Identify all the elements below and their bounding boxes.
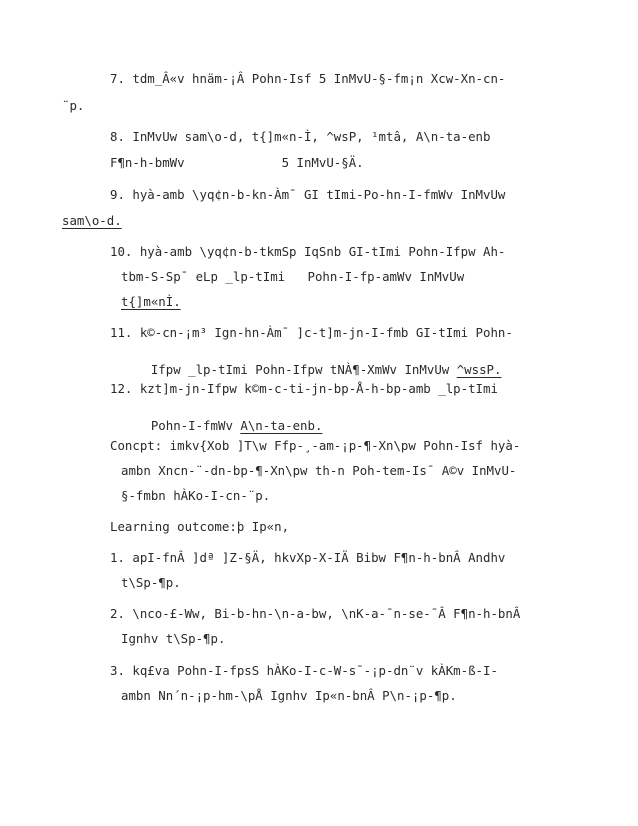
- text-line: 2. \nco-£-Ww, Bi-b-hn-\n-a-bw, \nK-a-¯n-se-¯Â F¶n-h-bnÂ: [110, 606, 521, 621]
- text-line: tbm-S-Sp¯ eLp _lp-tImi Pohn-I-fp-amWv InMvUw: [121, 269, 465, 284]
- text-line: ambn Xncn-¨-dn-bp-¶-Xn\pw th-n Poh-tem-Is¯ A©v InMvU-: [121, 463, 517, 478]
- text-line: 9. hyà-amb \yq¢n-b-kn-Àm¯ GI tImi-Po-hn-I-fmWv InMvUw: [110, 187, 506, 202]
- text-line: 12. kzt]m-jn-Ifpw k©m-c-ti-jn-bp-Å-h-bp-amb _lp-tImi: [110, 381, 498, 396]
- text-line: 11. k©-cn-¡m³ Ign-hn-Àm¯ ]c-t]m-jn-I-fmb GI-tImi Pohn-: [110, 325, 513, 340]
- text-line: 7. tdm_Â«v hnäm-¡Â Pohn-Isf 5 InMvU-§-fm¡n Xcw-Xn-cn-: [110, 71, 506, 86]
- text-line: Concpt: imkv{Xob ]T\w Ffp-¸-am-¡p-¶-Xn\pw Pohn-Isf hyà-: [110, 438, 521, 453]
- text-line: Ignhv t\Sp-¶p.: [121, 631, 226, 646]
- text-line: ambn Nn´n-¡p-hm-\pÅ Ignhv Ip«n-bnÂ P\n-¡p-¶p.: [121, 688, 457, 703]
- text-line: F¶n-h-bmWv 5 InMvU-§Ä.: [110, 155, 364, 170]
- text-segment: Ifpw _lp-tImi Pohn-Ifpw tNÀ¶-XmWv InMvUw: [150, 362, 457, 378]
- underlined-term: A\n-ta-enb.: [240, 418, 323, 434]
- text-line: t\Sp-¶p.: [121, 575, 181, 590]
- text-segment: Pohn-I-fmWv: [150, 418, 241, 434]
- text-line: §-fmbn hÀKo-I-cn-¨p.: [121, 488, 271, 503]
- text-line: 3. kq£va Pohn-I-fpsS hÀKo-I-c-W-s¯-¡p-dn¨v kÀKm-ß-I-: [110, 663, 498, 678]
- text-line: 10. hyà-amb \yq¢n-b-tkmSp IqSnb GI-tImi Pohn-Ifpw Ah-: [110, 244, 506, 259]
- underlined-term: sam\o-d.: [62, 213, 122, 228]
- text-line: 8. InMvUw sam\o-d, t{]m«n-Ì, ^wsP, ¹mtâ, A\n-ta-enb: [110, 129, 491, 144]
- underlined-term: t{]m«nÌ.: [121, 294, 181, 309]
- heading-learning-outcome: Learning outcome:þ Ip«n,: [110, 519, 290, 534]
- underlined-term: ^wssP.: [456, 362, 502, 378]
- text-line: 1. apI-fnÂ ]dª ]Z-§Ä, hkvXp-X-IÄ Bibw F¶n-h-bnÂ Andhv: [110, 550, 506, 565]
- text-line: ¨p.: [62, 98, 85, 113]
